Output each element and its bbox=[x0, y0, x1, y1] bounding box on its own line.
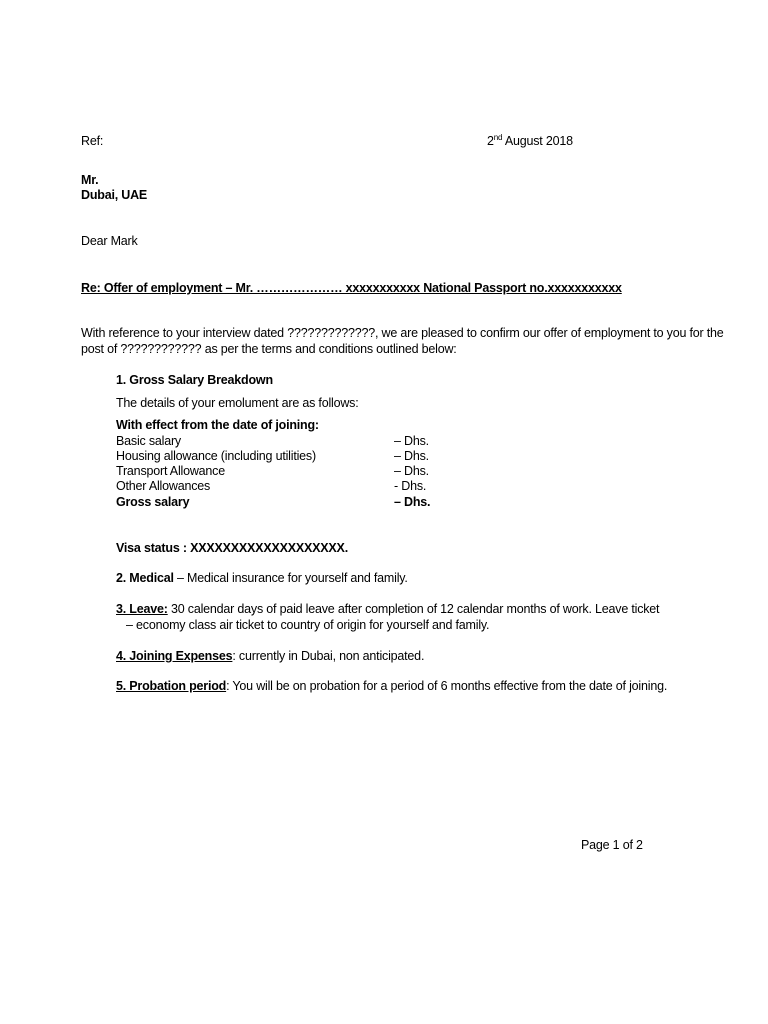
date-suffix: nd bbox=[493, 133, 503, 142]
salary-row-label: Other Allowances bbox=[116, 479, 211, 493]
probation-label: 5. Probation period bbox=[116, 679, 227, 693]
date-day: 2 bbox=[487, 134, 494, 148]
salary-details-text: The details of your emolument are as follows: bbox=[116, 396, 359, 410]
probation-clause bbox=[116, 679, 667, 693]
salary-row-label: Transport Allowance bbox=[116, 464, 225, 478]
salutation: Dear Mark bbox=[81, 234, 138, 248]
salary-row-label: Basic salary bbox=[116, 434, 181, 448]
ref-label: Ref: bbox=[81, 134, 104, 148]
leave-clause bbox=[116, 602, 659, 616]
gross-salary-value: – Dhs. bbox=[394, 495, 431, 509]
salary-row-value: – Dhs. bbox=[394, 464, 429, 478]
leave-text-line-2: – economy class air ticket to country of origin for yourself and family. bbox=[126, 618, 490, 632]
date-month-year: August 2018 bbox=[502, 134, 573, 148]
joining-clause bbox=[116, 649, 424, 663]
addressee-name: Mr. bbox=[81, 173, 99, 187]
salary-heading: 1. Gross Salary Breakdown bbox=[116, 373, 273, 387]
joining-text: : currently in Dubai, non anticipated. bbox=[232, 649, 425, 663]
page-number: Page 1 of 2 bbox=[581, 838, 643, 852]
effect-heading: With effect from the date of joining: bbox=[116, 418, 319, 432]
joining-label: 4. Joining Expenses bbox=[116, 649, 233, 663]
leave-label: 3. Leave: bbox=[116, 602, 168, 616]
salary-row-value: – Dhs. bbox=[394, 449, 429, 463]
addressee-location: Dubai, UAE bbox=[81, 188, 148, 202]
gross-salary-label: Gross salary bbox=[116, 495, 190, 509]
probation-text: : You will be on probation for a period of 6 months effective from the date of joining. bbox=[226, 679, 668, 693]
visa-status: Visa status : XXXXXXXXXXXXXXXXXXX. bbox=[116, 541, 348, 555]
medical-clause bbox=[116, 571, 408, 585]
medical-text: – Medical insurance for yourself and family. bbox=[173, 571, 408, 585]
salary-row-label: Housing allowance (including utilities) bbox=[116, 449, 316, 463]
intro-line-1: With reference to your interview dated ?????????????, we are pleased to confirm our offer of employment to you for the bbox=[81, 326, 724, 340]
letter-date bbox=[487, 134, 573, 148]
intro-line-2: post of ???????????? as per the terms and conditions outlined below: bbox=[81, 342, 457, 356]
medical-label: 2. Medical bbox=[116, 571, 174, 585]
subject-line: Re: Offer of employment – Mr. ………………… xxxxxxxxxxx National Passport no.xxxxxxxxxxx bbox=[81, 281, 622, 295]
leave-text-line-1: 30 calendar days of paid leave after completion of 12 calendar months of work. Leave ticket bbox=[167, 602, 660, 616]
salary-row-value: - Dhs. bbox=[394, 479, 427, 493]
salary-row-value: – Dhs. bbox=[394, 434, 429, 448]
